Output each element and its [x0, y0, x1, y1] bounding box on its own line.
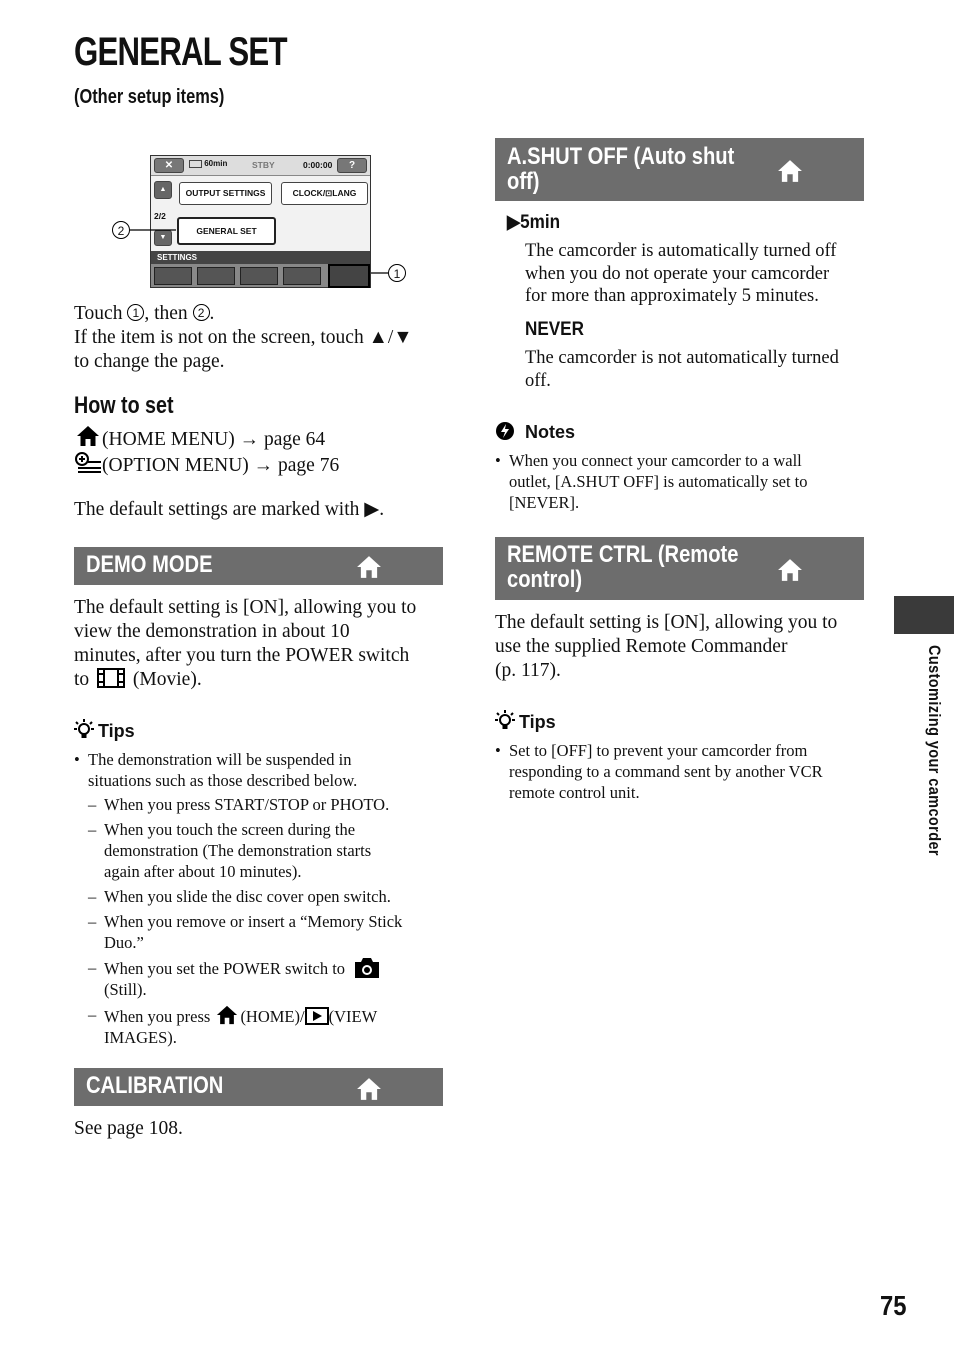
title-line-2: control) [507, 566, 583, 593]
desc-line: (p. 117). [495, 660, 561, 681]
sub-item [74, 886, 454, 907]
home-icon [355, 1076, 383, 1102]
sub-text: (VIEW [328, 1007, 378, 1026]
callout-2: 2 [112, 221, 130, 239]
circled-1: 1 [127, 304, 144, 321]
option-5min: ▶5min [507, 212, 561, 233]
notes-list [495, 450, 865, 513]
instruction-line-2: If the item is not on the screen, touch ▲/▼ [74, 327, 413, 348]
dash: – [88, 958, 97, 977]
general-set-button: GENERAL SET [177, 217, 276, 245]
title-line-1: REMOTE CTRL (Remote [507, 541, 739, 568]
screen-status-bar [151, 156, 370, 176]
then-text: , then [144, 303, 193, 324]
tip-text: The demonstration will be suspended in [88, 750, 352, 769]
note-item [495, 450, 865, 513]
auto-shut-off-header [495, 138, 864, 201]
page-title: GENERAL SET [74, 30, 287, 74]
sub-text: When you slide the disc cover open switch. [104, 887, 391, 906]
demo-mode-title: DEMO MODE [86, 551, 213, 578]
demo-line-2: view the demonstration in about 10 [74, 621, 350, 642]
camera-icon [353, 957, 381, 979]
option-menu-link[interactable]: (OPTION MENU) → page 76 [102, 455, 340, 476]
page-down-button: ▼ [154, 230, 172, 246]
option-never: NEVER [525, 319, 584, 340]
touch-text: Touch [74, 303, 128, 324]
calibration-text: See page 108. [74, 1118, 183, 1139]
tip-text: remote control unit. [509, 783, 640, 802]
bullet: • [495, 451, 501, 470]
battery-icon [189, 160, 202, 168]
desc-line: use the supplied Remote Commander [495, 636, 788, 657]
sub-text: IMAGES). [104, 1028, 177, 1047]
notes-heading [495, 421, 575, 443]
home-icon [355, 554, 383, 580]
home-icon [776, 158, 804, 184]
sub-text: When you touch the screen during the [104, 820, 356, 839]
instruction-line-3: to change the page. [74, 351, 225, 372]
play-icon [305, 1007, 329, 1025]
auto-shut-off-title [507, 144, 734, 194]
desc-line: when you do not operate your camcorder [525, 263, 830, 284]
tips-icon [74, 719, 94, 741]
title-line-1: A.SHUT OFF (Auto shut [507, 143, 735, 170]
sub-item [74, 957, 454, 1000]
desc-line: off. [525, 370, 551, 391]
sub-text: demonstration (The demonstration starts [104, 841, 372, 860]
page-up-button: ▲ [154, 181, 172, 199]
help-icon: ? [337, 158, 367, 173]
demo-line-4-start: to [74, 669, 90, 690]
settings-label-bar: SETTINGS [151, 251, 370, 264]
remote-tips-list [495, 740, 865, 803]
title-line-2: off) [507, 168, 540, 195]
demo-mode-description [74, 596, 454, 692]
sub-text: When you set the POWER switch to [104, 959, 346, 978]
circled-2: 2 [193, 304, 210, 321]
clock-lang-button: CLOCK/⊡LANG [281, 182, 368, 205]
dash: – [88, 820, 97, 839]
home-icon [214, 1004, 240, 1026]
period: . [209, 303, 215, 324]
desc-line: for more than approximately 5 minutes. [525, 286, 819, 306]
demo-line-4-end: (Movie). [132, 669, 202, 690]
tip-text: situations such as those described below. [88, 771, 358, 790]
demo-line-1: The default setting is [ON], allowing you to [74, 597, 417, 618]
demo-tips-list [74, 749, 454, 1048]
sub-text: again after about 10 minutes). [104, 862, 302, 881]
sub-text: When you press [104, 1007, 211, 1026]
battery-indicator [189, 159, 227, 168]
sub-item [74, 794, 454, 815]
option-5min-description [525, 240, 870, 308]
section-side-label: Customizing your camcorder [925, 645, 944, 856]
tip-item [74, 749, 454, 791]
desc-line: The camcorder is not automatically turned [525, 348, 839, 368]
note-text: [NEVER]. [509, 493, 580, 512]
demo-tips-heading [74, 719, 135, 742]
battery-remaining: 60min [204, 159, 228, 168]
home-icon [74, 424, 102, 448]
standby-status: STBY [252, 160, 275, 170]
bullet: • [74, 750, 80, 769]
touch-instructions [74, 302, 454, 374]
desc-line: The default setting is [ON], allowing you to [495, 612, 838, 633]
close-icon: ✕ [154, 158, 184, 173]
sub-item [74, 911, 454, 953]
bullet: • [495, 741, 501, 760]
sub-item [74, 819, 454, 882]
notes-icon [495, 421, 515, 441]
tips-label: Tips [98, 721, 135, 741]
home-menu-link[interactable]: (HOME MENU) → page 64 [102, 429, 326, 450]
desc-line: The camcorder is automatically turned off [525, 241, 837, 261]
option-icon [74, 452, 102, 474]
page-number: 75 [880, 1290, 907, 1321]
home-icon [776, 557, 804, 583]
sub-item [74, 1004, 454, 1048]
sub-text: When you press START/STOP or PHOTO. [104, 795, 390, 814]
how-to-set-links [74, 424, 454, 478]
demo-mode-header [74, 547, 443, 585]
default-settings-note: The default settings are marked with ▶. [74, 499, 385, 520]
time-counter: 0:00:00 [303, 160, 333, 170]
dash: – [88, 887, 97, 906]
demo-line-3: minutes, after you turn the POWER switch [74, 645, 410, 666]
output-settings-button: OUTPUT SETTINGS [179, 182, 272, 205]
remote-ctrl-description [495, 611, 875, 683]
calibration-title: CALIBRATION [86, 1072, 224, 1099]
remote-tips-heading [495, 710, 556, 733]
callout-1: 1 [388, 264, 406, 282]
calibration-header [74, 1068, 443, 1106]
option-never-description [525, 347, 870, 392]
page-subtitle: (Other setup items) [74, 86, 225, 108]
remote-ctrl-title [507, 542, 738, 592]
how-to-set-heading: How to set [74, 392, 174, 419]
sub-text: (Still). [104, 980, 147, 999]
sub-text: When you remove or insert a “Memory Stick [104, 912, 403, 931]
sub-text: (HOME)/ [240, 1007, 305, 1026]
tips-icon [495, 710, 515, 732]
callout-lines [108, 210, 408, 290]
remote-ctrl-header [495, 537, 864, 600]
tips-label: Tips [519, 712, 556, 732]
dash: – [88, 795, 97, 814]
tip-text: responding to a command sent by another VCR [509, 762, 823, 781]
note-text: When you connect your camcorder to a wall [509, 451, 802, 470]
sub-text: Duo.” [104, 933, 144, 952]
note-text: outlet, [A.SHUT OFF] is automatically set to [509, 472, 808, 491]
page-indicator: 2/2 [154, 211, 166, 221]
movie-icon [97, 668, 125, 688]
dash: – [88, 912, 97, 931]
tip-item [495, 740, 865, 803]
dash: – [88, 1005, 97, 1024]
tip-text: Set to [OFF] to prevent your camcorder from [509, 741, 808, 760]
notes-label: Notes [525, 422, 576, 442]
section-tab-marker [894, 596, 954, 634]
